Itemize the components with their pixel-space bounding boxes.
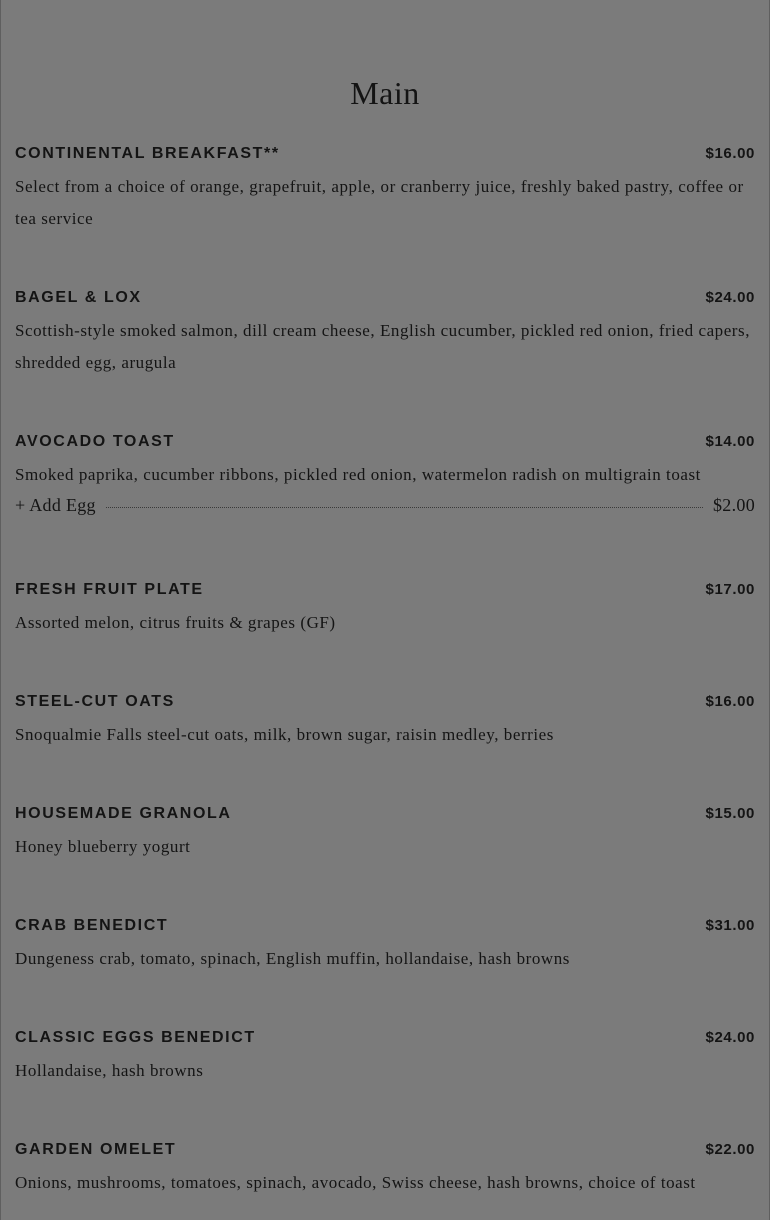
menu-item-price: $15.00 <box>705 805 755 822</box>
section-title: Main <box>350 74 420 111</box>
menu-item-name: STEEL-CUT OATS <box>15 693 175 710</box>
menu-item-name: BAGEL & LOX <box>15 289 142 306</box>
menu-item-description: Onions, mushrooms, tomatoes, spinach, avocado, Swiss cheese, hash browns, choice of toast <box>15 1173 696 1192</box>
menu-item-housemade-granola <box>15 805 755 863</box>
menu-item-steel-cut-oats <box>15 693 755 751</box>
menu-item-name: CRAB BENEDICT <box>15 917 169 934</box>
menu-item-avocado-toast <box>15 433 755 516</box>
menu-item-addon <box>15 495 755 516</box>
menu-item-name: CLASSIC EGGS BENEDICT <box>15 1029 256 1046</box>
menu-item-price: $17.00 <box>705 581 755 598</box>
menu-item-price: $31.00 <box>705 917 755 934</box>
menu-item-price: $22.00 <box>705 1141 755 1158</box>
menu-item-garden-omelet <box>15 1141 755 1199</box>
menu-item-price: $24.00 <box>705 289 755 306</box>
menu-item-description: Honey blueberry yogurt <box>15 837 191 856</box>
menu-item-name: CONTINENTAL BREAKFAST** <box>15 145 280 162</box>
menu-item-price: $16.00 <box>705 693 755 710</box>
menu-item-fresh-fruit-plate <box>15 581 755 639</box>
menu-item-name: GARDEN OMELET <box>15 1141 177 1158</box>
menu-item-description: Dungeness crab, tomato, spinach, English muffin, hollandaise, hash browns <box>15 949 570 968</box>
menu-item-description: Select from a choice of orange, grapefruit, apple, or cranberry juice, freshly baked pastry, coffee or tea service <box>15 177 744 228</box>
menu-item-description: Hollandaise, hash browns <box>15 1061 204 1080</box>
menu-item-description: Snoqualmie Falls steel-cut oats, milk, brown sugar, raisin medley, berries <box>15 725 554 744</box>
menu-item-price: $14.00 <box>705 433 755 450</box>
menu-item-name: FRESH FRUIT PLATE <box>15 581 204 598</box>
menu-item-price: $24.00 <box>705 1029 755 1046</box>
menu-item-name: AVOCADO TOAST <box>15 433 175 450</box>
addon-label: + Add Egg <box>15 495 96 515</box>
menu-item-continental-breakfast <box>15 145 755 235</box>
menu-item-bagel-lox <box>15 289 755 379</box>
dotted-leader <box>106 507 703 508</box>
addon-price: $2.00 <box>713 495 755 515</box>
menu-item-description: Smoked paprika, cucumber ribbons, pickled red onion, watermelon radish on multigrain toast <box>15 465 701 484</box>
menu-item-description: Scottish-style smoked salmon, dill cream cheese, English cucumber, pickled red onion, fried capers, shredded egg, arugula <box>15 321 750 372</box>
menu-item-price: $16.00 <box>705 145 755 162</box>
menu-item-name: HOUSEMADE GRANOLA <box>15 805 232 822</box>
menu-item-classic-eggs-benedict <box>15 1029 755 1087</box>
menu-item-description: Assorted melon, citrus fruits & grapes (GF) <box>15 613 336 632</box>
menu-item-crab-benedict <box>15 917 755 975</box>
